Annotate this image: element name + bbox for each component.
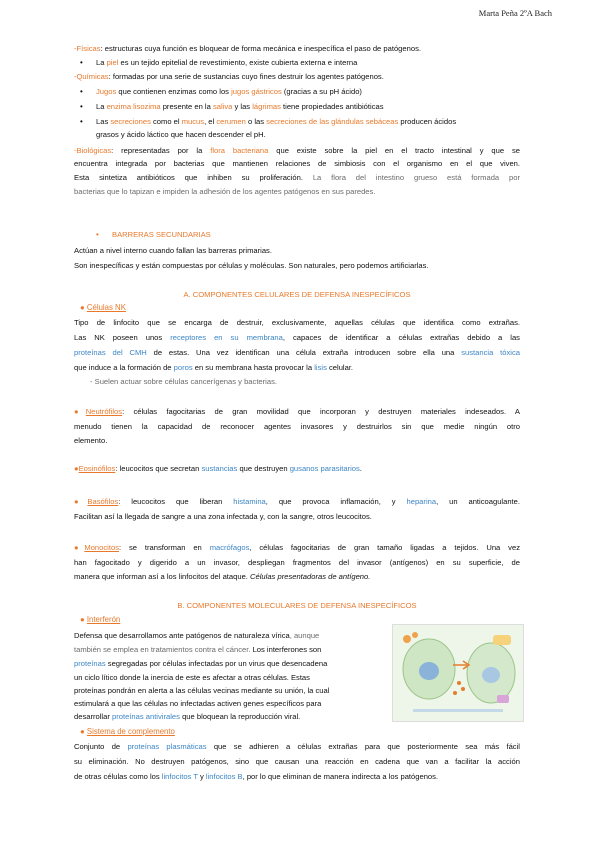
comp-l3	[74, 772, 438, 782]
nk-toxica: sustancia tóxica	[461, 348, 520, 357]
nk-l2b: , capaces de identificar a células extrañas debido a las	[282, 333, 520, 342]
jugos-line	[96, 87, 362, 97]
comp-l1b: que se adhieren a células extrañas para que posteriormente sea más fácil	[206, 742, 520, 751]
jugos-mid: que contienen enzimas como los	[116, 87, 232, 96]
nk-l1: Tipo de linfocito que se encarga de destruir, exclusivamente, aquellas células que identifica como extrañas.	[74, 318, 520, 327]
int-l3: segregadas por células infectadas por un virus que desencadena	[105, 659, 328, 668]
interferon-figure	[392, 624, 524, 722]
bas-c: , un anticoagulante.	[436, 497, 520, 506]
eos-c: .	[359, 464, 362, 473]
sebaceas-term: secreciones de las glándulas sebáceas	[266, 117, 399, 126]
int-l1a: Defensa que desarrollamos ante patógenos de naturaleza vírica	[74, 631, 290, 640]
comp-t: linfocitos T	[161, 772, 198, 781]
quimicas-line	[74, 72, 384, 82]
int-l2: también se emplea en tratamientos contra el cáncer.	[74, 645, 251, 654]
comp-b: linfocitos B	[205, 772, 243, 781]
bas-b: , que provoca inflamación, y	[265, 497, 407, 506]
mon-title: Monocitos	[84, 543, 119, 552]
mon-l3b: Células presentadoras de antígeno.	[250, 572, 371, 581]
bas-hist: histamina	[233, 497, 266, 506]
barreras-l2: Son inespecíficas y están compuestas por células y moléculas. Son naturales, pero podemos artificiarlas.	[74, 261, 429, 270]
bio-l3b: La flora del intestino grueso está formada por	[312, 173, 520, 182]
eos-sust: sustancias	[201, 464, 238, 473]
bullet-dot: •	[96, 230, 99, 239]
page-header: Marta Peña 2ºA Bach	[478, 8, 552, 18]
int-l5: proteínas pondrán en alerta a las células vecinas mediante su unión, la cual	[74, 686, 330, 695]
bas-a: : leucocitos que liberan	[118, 497, 234, 506]
saliva-term: saliva	[212, 102, 233, 111]
comp-l3a: de otras células como los	[74, 772, 162, 781]
mon-macro: macrófagos	[209, 543, 250, 552]
nk-l2a: Las NK poseen unos	[74, 333, 171, 342]
secr-pre: Las	[96, 117, 111, 126]
nk-l2	[74, 333, 520, 343]
int-l2	[74, 645, 321, 655]
neu-l2: menudo tienen la capacidad de reconocer agentes invasores y destruirlos sin que medie ningún otro	[74, 422, 520, 431]
bas-title: Basófilos	[87, 497, 119, 506]
enzima-line	[96, 102, 384, 112]
nk-l3a: de estas. Una vez identifican una célula extraña introducen sobre ella una	[146, 348, 462, 357]
barreras-l1: Actúan a nivel interno cuando fallan las barreras primarias.	[74, 246, 272, 255]
fisicas-text: : estructuras cuya función es bloquear de forma mecánica e inespecífica el paso de patógenos.	[100, 44, 421, 53]
nk-l4b: en su membrana hasta provocar la	[192, 363, 315, 372]
int-l4: un ciclo lítico donde la inercia de este es afectar a otras células. Estas	[74, 673, 310, 682]
enzima-mid2: y las	[232, 102, 253, 111]
interferon-heading: ● Interferón	[80, 615, 121, 624]
int-l3	[74, 659, 327, 669]
enzima-mid: presente en la	[160, 102, 213, 111]
mon-l2: han fagocitado y digerido a un invasor, despliegan fragmentos del invasor (antígenos) en su superficie, de	[74, 558, 520, 567]
comp-l1a: Conjunto de	[74, 742, 128, 751]
comp-l3c: , por lo que eliminan de manera indirecta a los patógenos.	[242, 772, 439, 781]
mon-l3	[74, 572, 370, 582]
mon-b: , células fagocitarias de gran tamaño ligadas a tejidos. Una vez	[249, 543, 520, 552]
jugos-term: Jugos	[96, 87, 117, 96]
bio-line2: encuentra integrada por bacterias que mantienen relaciones de simbiosis con el organismo en el que viven.	[74, 159, 520, 168]
barreras-title: BARRERAS SECUNDARIAS	[112, 230, 211, 239]
piel-post: es un tejido epitelial de revestimiento, existe cubierta externa e interna	[118, 58, 358, 67]
int-l1	[74, 631, 319, 641]
secreciones-line2: grasos y ácido láctico que hacen descender el pH.	[96, 130, 266, 139]
neu-text: : células fagocitarias de gran movilidad que incorporan y destruyen materiales indeseados. A	[122, 407, 520, 416]
interferon-title: Interferón	[86, 615, 121, 624]
lagrimas-term: lágrimas	[252, 102, 281, 111]
secr-post: producen ácidos	[398, 117, 457, 126]
eos-line: ●Eosinófilos: leucocitos que secretan sustancias que destruyen gusanos parasitarios.	[74, 464, 362, 473]
bio-l1a: : representadas por la	[111, 146, 211, 155]
piel-term: piel	[106, 58, 119, 67]
nk-l3	[74, 348, 520, 358]
nk-heading: ● Células NK	[80, 303, 126, 312]
flora-term: flora bacteriana	[210, 146, 269, 155]
section-b-title: B. COMPONENTES MOLECULARES DE DEFENSA INESPECÍFICOS	[177, 601, 417, 610]
eos-a: : leucocitos que secretan	[115, 464, 202, 473]
bullet-dot: •	[80, 58, 83, 67]
bullet-dot: •	[80, 117, 83, 126]
int-prot: proteínas	[74, 659, 106, 668]
complemento-title: Sistema de complemento	[86, 727, 175, 736]
bullet-dot: •	[80, 102, 83, 111]
mon-l1: ●Monocitos: se transforman en macrófagos, células fagocitarias de gran tamaño ligadas a tejidos. Una vez	[74, 543, 520, 552]
complemento-heading: ● Sistema de complemento	[80, 727, 175, 736]
fisicas-label: -Físicas	[74, 44, 101, 53]
bio-line4: bacterias que lo tapizan e impiden la adhesión de los agentes patógenos en sus paredes.	[74, 187, 376, 196]
int-l2b: Los interferones son	[250, 645, 322, 654]
nk-lisis: lisis	[314, 363, 327, 372]
quimicas-text: : formadas por una serie de sustancias cuyo fines destruir los agentes patógenos.	[108, 72, 384, 81]
bio-line1	[74, 146, 520, 156]
mon-l3a: manera que informan así a los linfocitos del ataque.	[74, 572, 251, 581]
nk-l4c: celular.	[326, 363, 354, 372]
eos-title: Eosinófilos	[78, 464, 116, 473]
secr-mid2: , el	[204, 117, 217, 126]
int-l6: estimulará a que las células no infectadas activen genes específicos para	[74, 699, 322, 708]
section-a-title: A. COMPONENTES CELULARES DE DEFENSA INESPECÍFICOS	[183, 290, 411, 299]
enzima-pre: La	[96, 102, 107, 111]
eos-gus: gusanos parasitarios	[289, 464, 360, 473]
bas-l2: Facilitan así la llegada de sangre a una zona infectada y, con la sangre, otros leucocitos.	[74, 512, 372, 521]
interferon-diagram	[393, 625, 523, 721]
bas-hep: heparina	[406, 497, 437, 506]
nk-l4a: que induce a la formación de	[74, 363, 174, 372]
nk-l4	[74, 363, 353, 373]
nk-poros: poros	[173, 363, 193, 372]
enzima-term: enzima lisozima	[106, 102, 161, 111]
comp-l2: su eliminación. No destruyen patógenos, sino que causan una reacción en cadena que van a facilitar la acción	[74, 757, 520, 766]
piel-pre: La	[96, 58, 107, 67]
int-antivir: proteínas antivirales	[111, 712, 180, 721]
int-l7b: que bloquean la reproducción viral.	[179, 712, 301, 721]
neu-title: Neutrófilos	[85, 407, 123, 416]
nk-title: Células NK	[86, 303, 126, 312]
bio-line3	[74, 173, 520, 183]
comp-l1	[74, 742, 520, 752]
nk-proteinas: proteínas del CMH	[74, 348, 147, 357]
secr-mid1: como el	[150, 117, 182, 126]
bio-l3a: Esta sintetiza antibióticos que inhiben su proliferación.	[74, 173, 313, 182]
comp-plasm: proteínas plasmáticas	[127, 742, 207, 751]
secreciones-term: secreciones	[110, 117, 151, 126]
neu-l3: elemento.	[74, 436, 108, 445]
bio-l1b: que existe sobre la piel en el tracto intestinal y que se	[268, 146, 520, 155]
jugos-gastricos-term: jugos gástricos	[231, 87, 282, 96]
bullet-dot: •	[80, 87, 83, 96]
piel-line	[96, 58, 357, 68]
int-l7a: desarrollar	[74, 712, 112, 721]
cerumen-term: cerumen	[216, 117, 246, 126]
bio-label: -Biológicas	[74, 146, 112, 155]
int-l7	[74, 712, 300, 722]
mon-a: : se transforman en	[119, 543, 210, 552]
int-l1b: , aunque	[289, 631, 320, 640]
jugos-post: (gracias a su pH ácido)	[281, 87, 362, 96]
eos-b: que destruyen	[237, 464, 290, 473]
mucus-term: mucus	[181, 117, 205, 126]
quimicas-label: -Químicas	[74, 72, 109, 81]
secreciones-line	[96, 117, 456, 127]
comp-l3b: y	[197, 772, 206, 781]
secr-mid3: o las	[245, 117, 267, 126]
enzima-post: tiene propiedades antibióticas	[280, 102, 384, 111]
nk-l5: - Suelen actuar sobre células cancerígenas y bacterias.	[90, 377, 277, 386]
neu-l1: ●Neutrófilos: células fagocitarias de gran movilidad que incorporan y destruyen materiales indeseados. A	[74, 407, 520, 416]
nk-receptores: receptores en su membrana	[170, 333, 283, 342]
bas-l1: ●Basófilos: leucocitos que liberan histamina, que provoca inflamación, y heparina, un anticoagulante.	[74, 497, 520, 506]
fisicas-line	[74, 44, 421, 54]
